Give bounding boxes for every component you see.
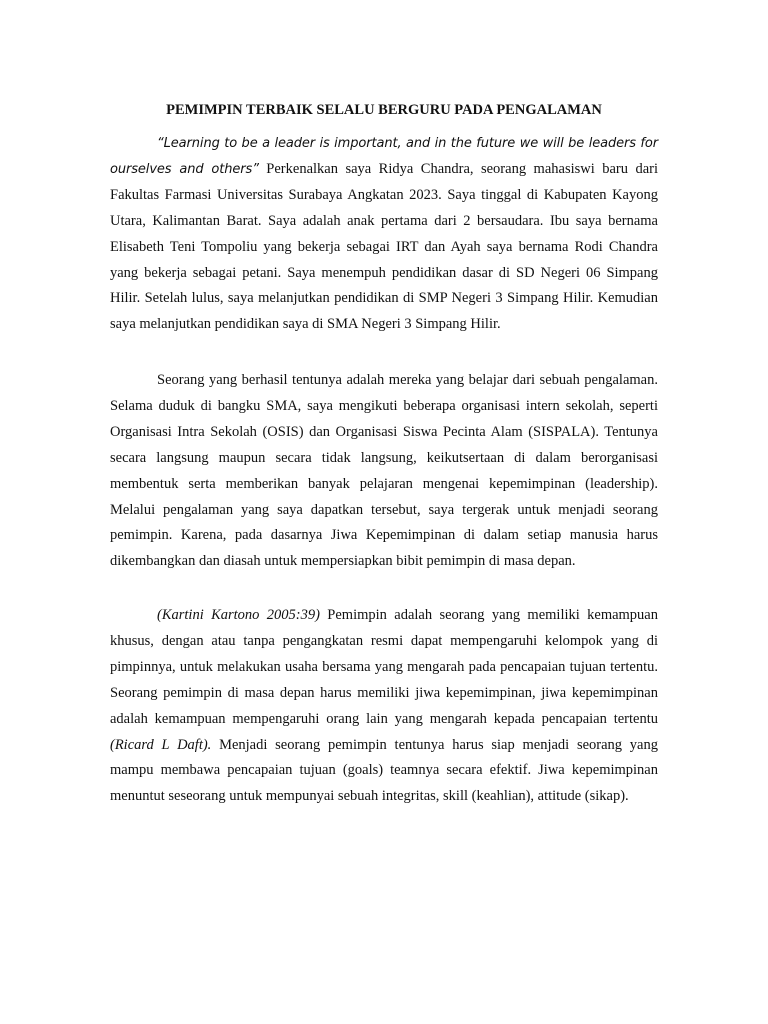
citation-kartono: (Kartini Kartono 2005:39) [157, 607, 320, 623]
paragraph-leadership-definition [110, 603, 658, 810]
experience-text: Seorang yang berhasil tentunya adalah mereka yang belajar dari sebuah pengalaman. Selama duduk di bangku SMA, saya mengikuti beberapa organisasi intern sekolah, seperti Organisasi Intra Sekolah (OSIS) dan Organisasi Siswa Pecinta Alam (SISPALA). Tentunya secara langsung maupun secara tidak langsung, keikutsertaan di dalam berorganisasi membentuk serta memberikan banyak pelajaran mengenai kepemimpinan (leadership). Melalui pengalaman yang saya dapatkan tersebut, saya tergerak untuk menjadi seorang pemimpin. Karena, pada dasarnya Jiwa Kepemimpinan di dalam setiap manusia harus dikembangkan dan diasah untuk mempersiapkan bibit pemimpin di masa depan. [110, 372, 658, 570]
citation-daft: (Ricard L Daft). [110, 736, 212, 753]
paragraph-experience [110, 368, 658, 575]
paragraph-introduction [110, 131, 658, 338]
opening-quote: “Learning to be a leader is important, and in the future we will be leaders for ourselves and others” [110, 136, 658, 177]
document-title: PEMIMPIN TERBAIK SELALU BERGURU PADA PENGALAMAN [166, 102, 602, 118]
introduction-text: Perkenalkan saya Ridya Chandra, seorang mahasiswi baru dari Fakultas Farmasi Universitas Surabaya Angkatan 2023. Saya tinggal di Kabupaten Kayong Utara, Kalimantan Barat. Saya adalah anak pertama dari 2 bersaudara. Ibu saya bernama Elisabeth Teni Tompoliu yang bekerja sebagai IRT dan Ayah saya bernama Rodi Chandra yang bekerja sebagai petani. Saya menempuh pendidikan dasar di SD Negeri 06 Simpang Hilir. Setelah lulus, saya melanjutkan pendidikan di SMP Negeri 3 Simpang Hilir. Kemudian saya melanjutkan pendidikan saya di SMA Negeri 3 Simpang Hilir. [110, 160, 658, 333]
conclusion-text: Menjadi seorang pemimpin tentunya harus siap menjadi seorang yang mampu membawa pencapaian tujuan (goals) teamnya secara efektif. Jiwa kepemimpinan menuntut seseorang untuk mempunyai sebuah integritas, skill (keahlian), attitude (sikap). [110, 736, 658, 805]
definition-text: Pemimpin adalah seorang yang memiliki kemampuan khusus, dengan atau tanpa pengangkatan resmi dapat mempengaruhi kelompok yang di pimpinnya, untuk melakukan usaha bersama yang mengarah pada pencapaian tujuan tertentu. Seorang pemimpin di masa depan harus memiliki jiwa kepemimpinan, jiwa kepemimpinan adalah kemampuan mempengaruhi orang lain yang mengarah kepada pencapaian tertentu [110, 607, 658, 727]
